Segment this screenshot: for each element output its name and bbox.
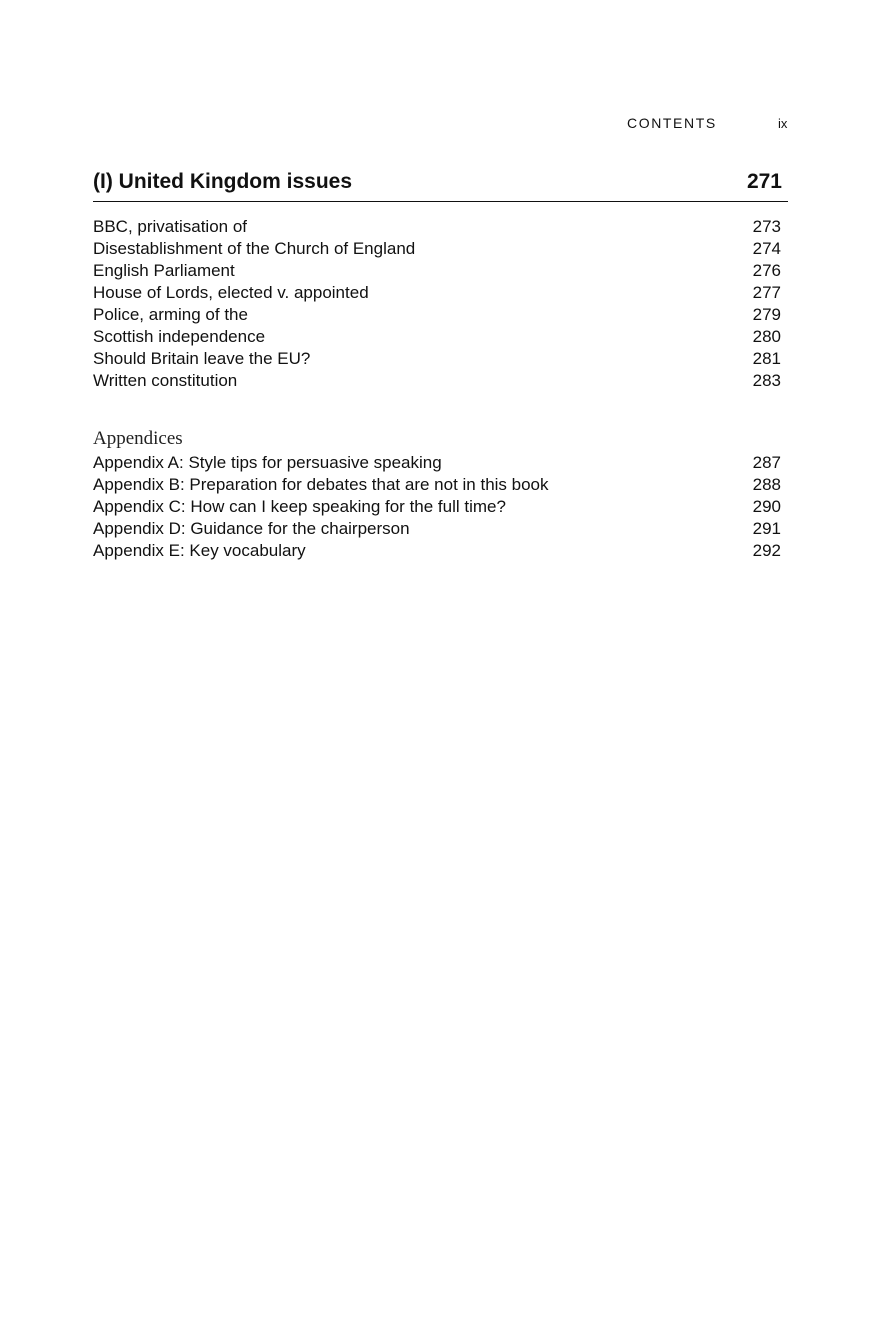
toc-entry[interactable] xyxy=(93,304,788,326)
page-number: ix xyxy=(778,116,788,131)
running-head-label: CONTENTS xyxy=(627,115,717,131)
appendix-entry[interactable] xyxy=(93,474,788,496)
appendix-entry[interactable] xyxy=(93,496,788,518)
running-head xyxy=(0,115,884,133)
section-title: (I) United Kingdom issues xyxy=(93,170,353,193)
section-entries-list xyxy=(93,216,788,392)
appendix-entry[interactable] xyxy=(93,540,788,562)
toc-entry-title: Written constitution xyxy=(93,371,238,390)
toc-entry[interactable] xyxy=(93,260,788,282)
toc-entry-page: 276 xyxy=(752,261,781,280)
appendices-heading: Appendices xyxy=(93,428,183,449)
appendix-entry-title: Appendix D: Guidance for the chairperson xyxy=(93,519,410,538)
toc-entry-page: 279 xyxy=(752,305,781,324)
toc-entry-title: House of Lords, elected v. appointed xyxy=(93,283,369,302)
toc-entry[interactable] xyxy=(93,216,788,238)
appendix-entry-title: Appendix A: Style tips for persuasive speaking xyxy=(93,453,442,472)
appendix-entry-page: 291 xyxy=(752,519,781,538)
toc-entry-page: 281 xyxy=(752,349,781,368)
toc-entry-page: 283 xyxy=(752,371,781,390)
toc-entry[interactable] xyxy=(93,238,788,260)
toc-entry-title: Should Britain leave the EU? xyxy=(93,349,311,368)
appendix-entry-page: 292 xyxy=(752,541,781,560)
appendix-entry-title: Appendix E: Key vocabulary xyxy=(93,541,306,560)
toc-entry[interactable] xyxy=(93,348,788,370)
appendix-entry-page: 290 xyxy=(752,497,781,516)
appendix-entry[interactable] xyxy=(93,452,788,474)
appendix-entry-page: 288 xyxy=(752,475,781,494)
appendix-entry[interactable] xyxy=(93,518,788,540)
toc-entry[interactable] xyxy=(93,370,788,392)
toc-entry-title: BBC, privatisation of xyxy=(93,217,248,236)
toc-entry-title: Scottish independence xyxy=(93,327,266,346)
toc-entry-page: 277 xyxy=(752,283,781,302)
toc-entry-title: Disestablishment of the Church of England xyxy=(93,239,416,258)
section-page: 271 xyxy=(746,170,782,193)
toc-entry-page: 280 xyxy=(752,327,781,346)
section-heading xyxy=(93,168,788,202)
toc-entry-page: 274 xyxy=(752,239,781,258)
toc-entry-page: 273 xyxy=(752,217,781,236)
appendix-entry-page: 287 xyxy=(752,453,781,472)
toc-entry[interactable] xyxy=(93,282,788,304)
appendix-entry-title: Appendix C: How can I keep speaking for the full time? xyxy=(93,497,506,516)
toc-entry-title: English Parliament xyxy=(93,261,235,280)
appendix-entry-title: Appendix B: Preparation for debates that are not in this book xyxy=(93,475,549,494)
toc-entry[interactable] xyxy=(93,326,788,348)
toc-entry-title: Police, arming of the xyxy=(93,305,248,324)
appendices-list xyxy=(93,452,788,562)
